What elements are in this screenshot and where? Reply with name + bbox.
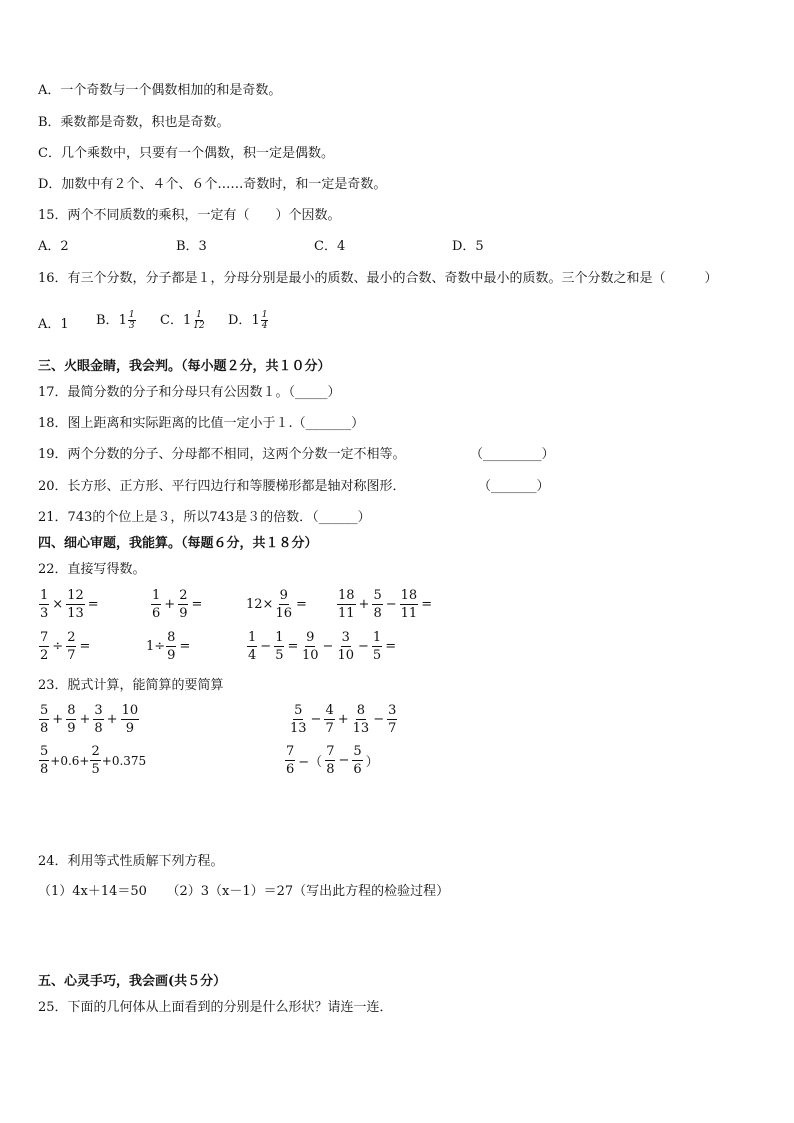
q22-expr-4 <box>336 588 434 621</box>
q23-expr-1 <box>38 703 140 736</box>
expression-prefix: 1÷ <box>146 639 166 654</box>
fraction <box>39 744 49 777</box>
operator: + <box>164 597 176 612</box>
fraction <box>274 588 293 621</box>
denominator: 8 <box>40 762 49 777</box>
denominator: 8 <box>94 721 103 736</box>
equals: = <box>79 639 91 654</box>
q23-expr-4 <box>284 744 381 777</box>
denominator: 8 <box>40 721 49 736</box>
denominator: 9 <box>67 721 76 736</box>
q16-option-b-num: 1 <box>128 310 135 320</box>
q19: 19．两个分数的分子、分母都不相同，这两个分数一定不相等。 <box>38 447 406 462</box>
q16-option-d-whole: 1 <box>251 312 260 328</box>
fraction <box>372 588 382 621</box>
fraction <box>39 630 49 663</box>
equals: = <box>191 597 203 612</box>
q16-option-c-den: 12 <box>193 321 205 331</box>
numerator: 9 <box>306 630 315 645</box>
q16-option-d-den: 4 <box>261 321 268 331</box>
numerator: 2 <box>67 630 76 645</box>
fraction <box>151 588 161 621</box>
fraction <box>247 630 257 663</box>
operator: − <box>385 597 397 612</box>
q16-option-d-label: D． <box>228 312 252 328</box>
q14-option-d: D．加数中有２个、４个、６个……奇数时，和一定是奇数。 <box>38 177 387 192</box>
denominator: 7 <box>67 648 76 663</box>
q16-option-c-num: 1 <box>196 310 202 320</box>
operator: − <box>373 712 385 727</box>
denominator: 3 <box>40 606 49 621</box>
numerator: 8 <box>167 630 176 645</box>
fraction <box>121 703 140 736</box>
numerator: 1 <box>152 588 161 603</box>
denominator: 13 <box>352 721 370 736</box>
denominator: 11 <box>338 606 355 621</box>
fraction <box>39 588 49 621</box>
operator: − <box>338 753 350 768</box>
numerator: 7 <box>326 744 335 759</box>
section3-heading: 三、火眼金睛，我会判。（每小题２分，共１０分） <box>38 359 331 374</box>
equals: = <box>87 597 99 612</box>
numerator: 7 <box>286 744 295 759</box>
fraction <box>372 630 382 663</box>
q16-stem: 16．有三个分数，分子都是１，分母分别是最小的质数、最小的合数、奇数中最小的质数。三个分数之和是（ ） <box>38 271 718 286</box>
fraction <box>352 703 371 736</box>
q14-option-b: B．乘数都是奇数，积也是奇数。 <box>38 115 230 130</box>
q16-option-b-label: B． <box>96 312 119 328</box>
denominator: 9 <box>167 648 176 663</box>
fraction <box>66 630 76 663</box>
numerator: 5 <box>373 588 382 603</box>
fraction <box>274 630 284 663</box>
numerator: 18 <box>338 588 355 603</box>
fraction <box>387 703 397 736</box>
operator: + <box>106 712 118 727</box>
q15-option-a: A．2 <box>38 239 69 254</box>
numerator: 1 <box>275 630 284 645</box>
denominator: 8 <box>373 606 382 621</box>
operator: ÷ <box>52 639 64 654</box>
q22-expr-8 <box>300 630 398 663</box>
q22-stem: 22．直接写得数。 <box>38 562 146 577</box>
denominator: 6 <box>152 606 161 621</box>
q16-option-c-label: C． <box>160 312 183 328</box>
q22-expr-2 <box>150 588 204 621</box>
operator: × <box>52 597 64 612</box>
denominator: 6 <box>353 762 362 777</box>
q16-option-b-whole: 1 <box>118 312 127 328</box>
denominator: 2 <box>40 648 49 663</box>
numerator: 2 <box>179 588 188 603</box>
denominator: 7 <box>325 721 334 736</box>
numerator: 5 <box>40 703 49 718</box>
section4-heading: 四、细心审题，我能算。（每题６分，共１８分） <box>38 536 318 551</box>
q16-option-d-num: 1 <box>261 310 268 320</box>
q22-expr-3 <box>246 588 309 621</box>
q15-option-b: B．3 <box>176 239 207 254</box>
numerator: 5 <box>294 703 303 718</box>
q16-option-d <box>228 310 268 331</box>
fraction <box>289 703 308 736</box>
q15-option-d: D．5 <box>452 239 484 254</box>
denominator: 10 <box>337 648 354 663</box>
numerator: 5 <box>353 744 362 759</box>
operator: − <box>310 712 322 727</box>
q23-stem: 23．脱式计算，能简算的要简算 <box>38 678 224 693</box>
expression-tail: +0.375 <box>101 753 147 768</box>
q16-option-b <box>96 310 136 331</box>
numerator: 3 <box>341 630 350 645</box>
numerator: 3 <box>388 703 397 718</box>
equals: = <box>295 597 307 612</box>
q22-expr-6 <box>146 630 192 663</box>
fraction <box>39 703 49 736</box>
operator: + <box>337 712 349 727</box>
equals: = <box>421 597 433 612</box>
fraction <box>400 588 419 621</box>
numerator: 9 <box>279 588 288 603</box>
fraction <box>352 744 362 777</box>
fraction <box>324 703 334 736</box>
numerator: 1 <box>372 630 382 645</box>
denominator: 6 <box>286 762 295 777</box>
numerator: 18 <box>400 588 418 603</box>
section5-heading: 五、心灵手巧，我会画(共５分） <box>38 974 227 989</box>
numerator: 10 <box>121 703 139 718</box>
numerator: 8 <box>356 703 366 718</box>
numerator: 1 <box>40 588 49 603</box>
expression-middle: +0.6+ <box>50 753 90 768</box>
numerator: 12 <box>67 588 84 603</box>
operator: + <box>52 712 64 727</box>
q23-expr-2 <box>288 703 398 736</box>
operator: − <box>358 639 369 654</box>
fraction <box>166 630 176 663</box>
expression-tail: ） <box>365 755 379 770</box>
fraction <box>178 588 188 621</box>
q14-option-a: A．一个奇数与一个偶数相加的和是奇数。 <box>38 83 282 98</box>
fraction <box>325 744 335 777</box>
fraction <box>66 703 76 736</box>
numerator: 1 <box>248 630 257 645</box>
operator: + <box>79 712 91 727</box>
q22-expr-1 <box>38 588 101 621</box>
equals: = <box>287 639 299 654</box>
q16-option-a: A．1 <box>38 317 69 332</box>
q17: 17．最简分数的分子和分母只有公因数１。（_____） <box>38 385 341 400</box>
q20: 20．长方形、正方形、平行四边行和等腰梯形都是轴对称图形． <box>38 479 406 494</box>
fraction <box>93 703 103 736</box>
denominator: 13 <box>290 721 307 736</box>
denominator: 5 <box>91 762 100 777</box>
q24-parts: （1）4x＋14＝50 （2）3（x－1）＝27（写出此方程的检验过程） <box>38 884 450 899</box>
fraction <box>337 588 356 621</box>
denominator: 9 <box>179 606 188 621</box>
numerator: 4 <box>325 703 334 718</box>
operator: − <box>322 639 334 654</box>
numerator: 2 <box>91 744 100 759</box>
denominator: 11 <box>400 606 418 621</box>
numerator: 5 <box>40 744 49 759</box>
operator: + <box>358 597 370 612</box>
denominator: 5 <box>372 648 382 663</box>
denominator: 7 <box>388 721 397 736</box>
q21: 21．743的个位上是３，所以743是３的倍数．（______） <box>38 510 371 525</box>
denominator: 8 <box>326 762 335 777</box>
numerator: 3 <box>94 703 103 718</box>
denominator: 10 <box>302 648 319 663</box>
q20-answer-blank[interactable]: （_______） <box>478 479 550 494</box>
denominator: 16 <box>275 606 292 621</box>
expression-middle: −（ <box>298 755 323 770</box>
q23-expr-3 <box>38 744 146 777</box>
denominator: 13 <box>67 606 84 621</box>
q15-stem: 15．两个不同质数的乘积，一定有（ ）个因数。 <box>38 208 341 223</box>
fraction <box>285 744 295 777</box>
expression-prefix: 12× <box>246 597 274 612</box>
fraction <box>336 630 355 663</box>
equals: = <box>179 639 191 654</box>
operator: − <box>260 639 272 654</box>
fraction <box>301 630 320 663</box>
q19-answer-blank[interactable]: （_________） <box>470 447 555 462</box>
numerator: 7 <box>40 630 49 645</box>
numerator: 8 <box>67 703 76 718</box>
fraction <box>90 744 100 777</box>
denominator: 4 <box>248 648 257 663</box>
denominator: 9 <box>125 721 134 736</box>
denominator: 5 <box>275 648 284 663</box>
q22-expr-5 <box>38 630 92 663</box>
q22-expr-7 <box>246 630 300 663</box>
q16-option-c-whole: 1 <box>182 312 192 328</box>
q25-stem: 25．下面的几何体从上面看到的分别是什么形状？请连一连． <box>38 1000 393 1015</box>
q16-option-b-den: 3 <box>128 321 135 331</box>
q15-option-c: C．4 <box>314 239 346 254</box>
fraction <box>66 588 85 621</box>
q14-option-c: C．几个乘数中，只要有一个偶数，积一定是偶数。 <box>38 146 334 161</box>
equals: = <box>385 639 397 654</box>
q16-option-c <box>160 310 206 331</box>
q24-stem: 24．利用等式性质解下列方程。 <box>38 854 224 869</box>
q18: 18．图上距离和实际距离的比值一定小于１.（_______） <box>38 416 365 431</box>
